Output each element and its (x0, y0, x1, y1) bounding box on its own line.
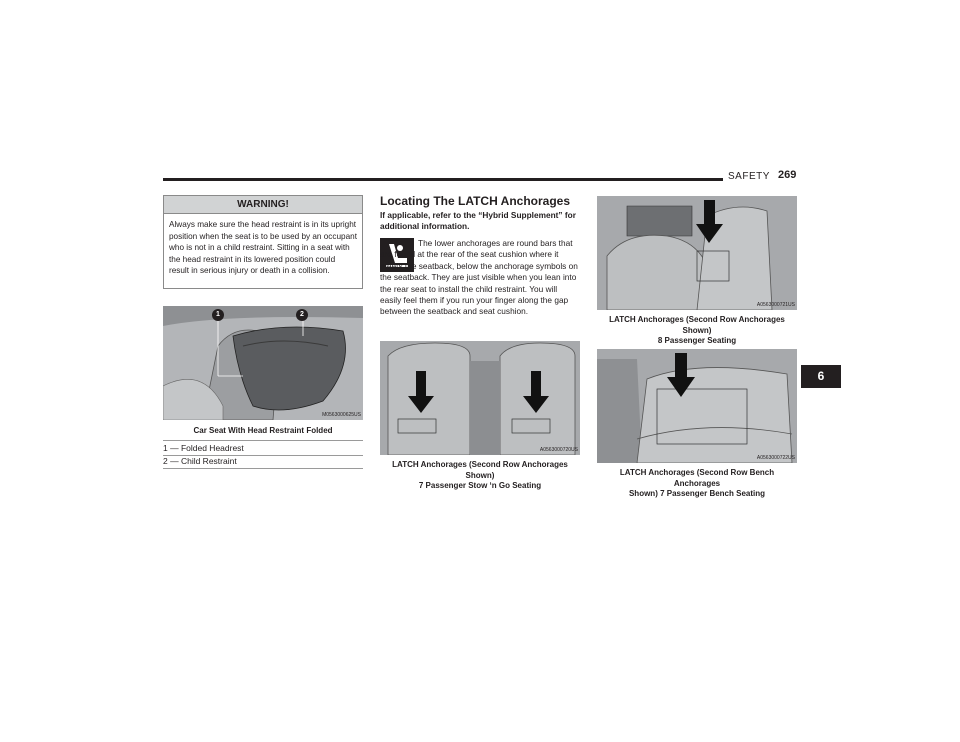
warning-title: WARNING! (164, 196, 362, 214)
running-head: SAFETY (728, 171, 770, 182)
caption-line-2: 8 Passenger Seating (657, 336, 737, 345)
figure-caption (597, 315, 797, 347)
figure-stow-n-go-anchorages (380, 341, 580, 455)
figure-8-passenger-anchorages (597, 196, 797, 310)
warning-body: Always make sure the head restraint is in its upright position when the seat is to be used by an occupant who is not in a child restraint. Sitting in a seat with the head restraint in its lowered position could result in serious injury or death in a collision. (169, 220, 357, 276)
stow-n-go-seats-illustration (380, 341, 580, 455)
caption-line-1: LATCH Anchorages (Second Row Anchorages Shown) (609, 315, 785, 335)
figure-code: M0563000625US (322, 412, 361, 418)
section-title: Locating The LATCH Anchorages (380, 194, 571, 208)
caption-line-1: LATCH Anchorages (Second Row Anchorages Shown) (392, 460, 568, 480)
caption-line-1: LATCH Anchorages (Second Row Bench Anchorages (619, 468, 775, 488)
section-paragraph: The lower anchorages are round bars that are found at the rear of the seat cushion where it meets the seatback, below the anchorage symbols on the seatback. They are just visible when you lean into the rear seat to install the child restraint. You will easily feel them if you run your finger along the gap between the seatback and seat cushion. (380, 238, 578, 317)
figure-caption: Car Seat With Head Restraint Folded (193, 426, 333, 435)
callout-1: 1 (212, 309, 224, 321)
figure-bench-anchorages (597, 349, 797, 463)
header-rule (163, 178, 723, 181)
section-intro: If applicable, refer to the “Hybrid Supplement” for additional information. (380, 210, 576, 231)
figure-car-seat-folded-headrest (163, 306, 363, 420)
figure-caption (597, 468, 797, 500)
caption-line-2: 7 Passenger Stow ‘n Go Seating (418, 481, 542, 490)
figure-code: A0563000720US (539, 447, 578, 453)
warning-box (163, 195, 363, 289)
car-seat-illustration (163, 306, 363, 420)
8-passenger-seat-illustration (597, 196, 797, 310)
figure-caption (380, 460, 580, 492)
legend-item-1: 1 — Folded Headrest (163, 440, 363, 456)
legend-item-2: 2 — Child Restraint (163, 454, 363, 469)
figure-code: A0563000721US (756, 302, 795, 308)
page-number: 269 (778, 169, 797, 181)
figure-code: A0563000722US (756, 455, 795, 461)
callout-2: 2 (296, 309, 308, 321)
chapter-tab: 6 (801, 365, 841, 388)
bench-seat-illustration (597, 349, 797, 463)
caption-line-2: Shown) 7 Passenger Bench Seating (628, 489, 766, 498)
